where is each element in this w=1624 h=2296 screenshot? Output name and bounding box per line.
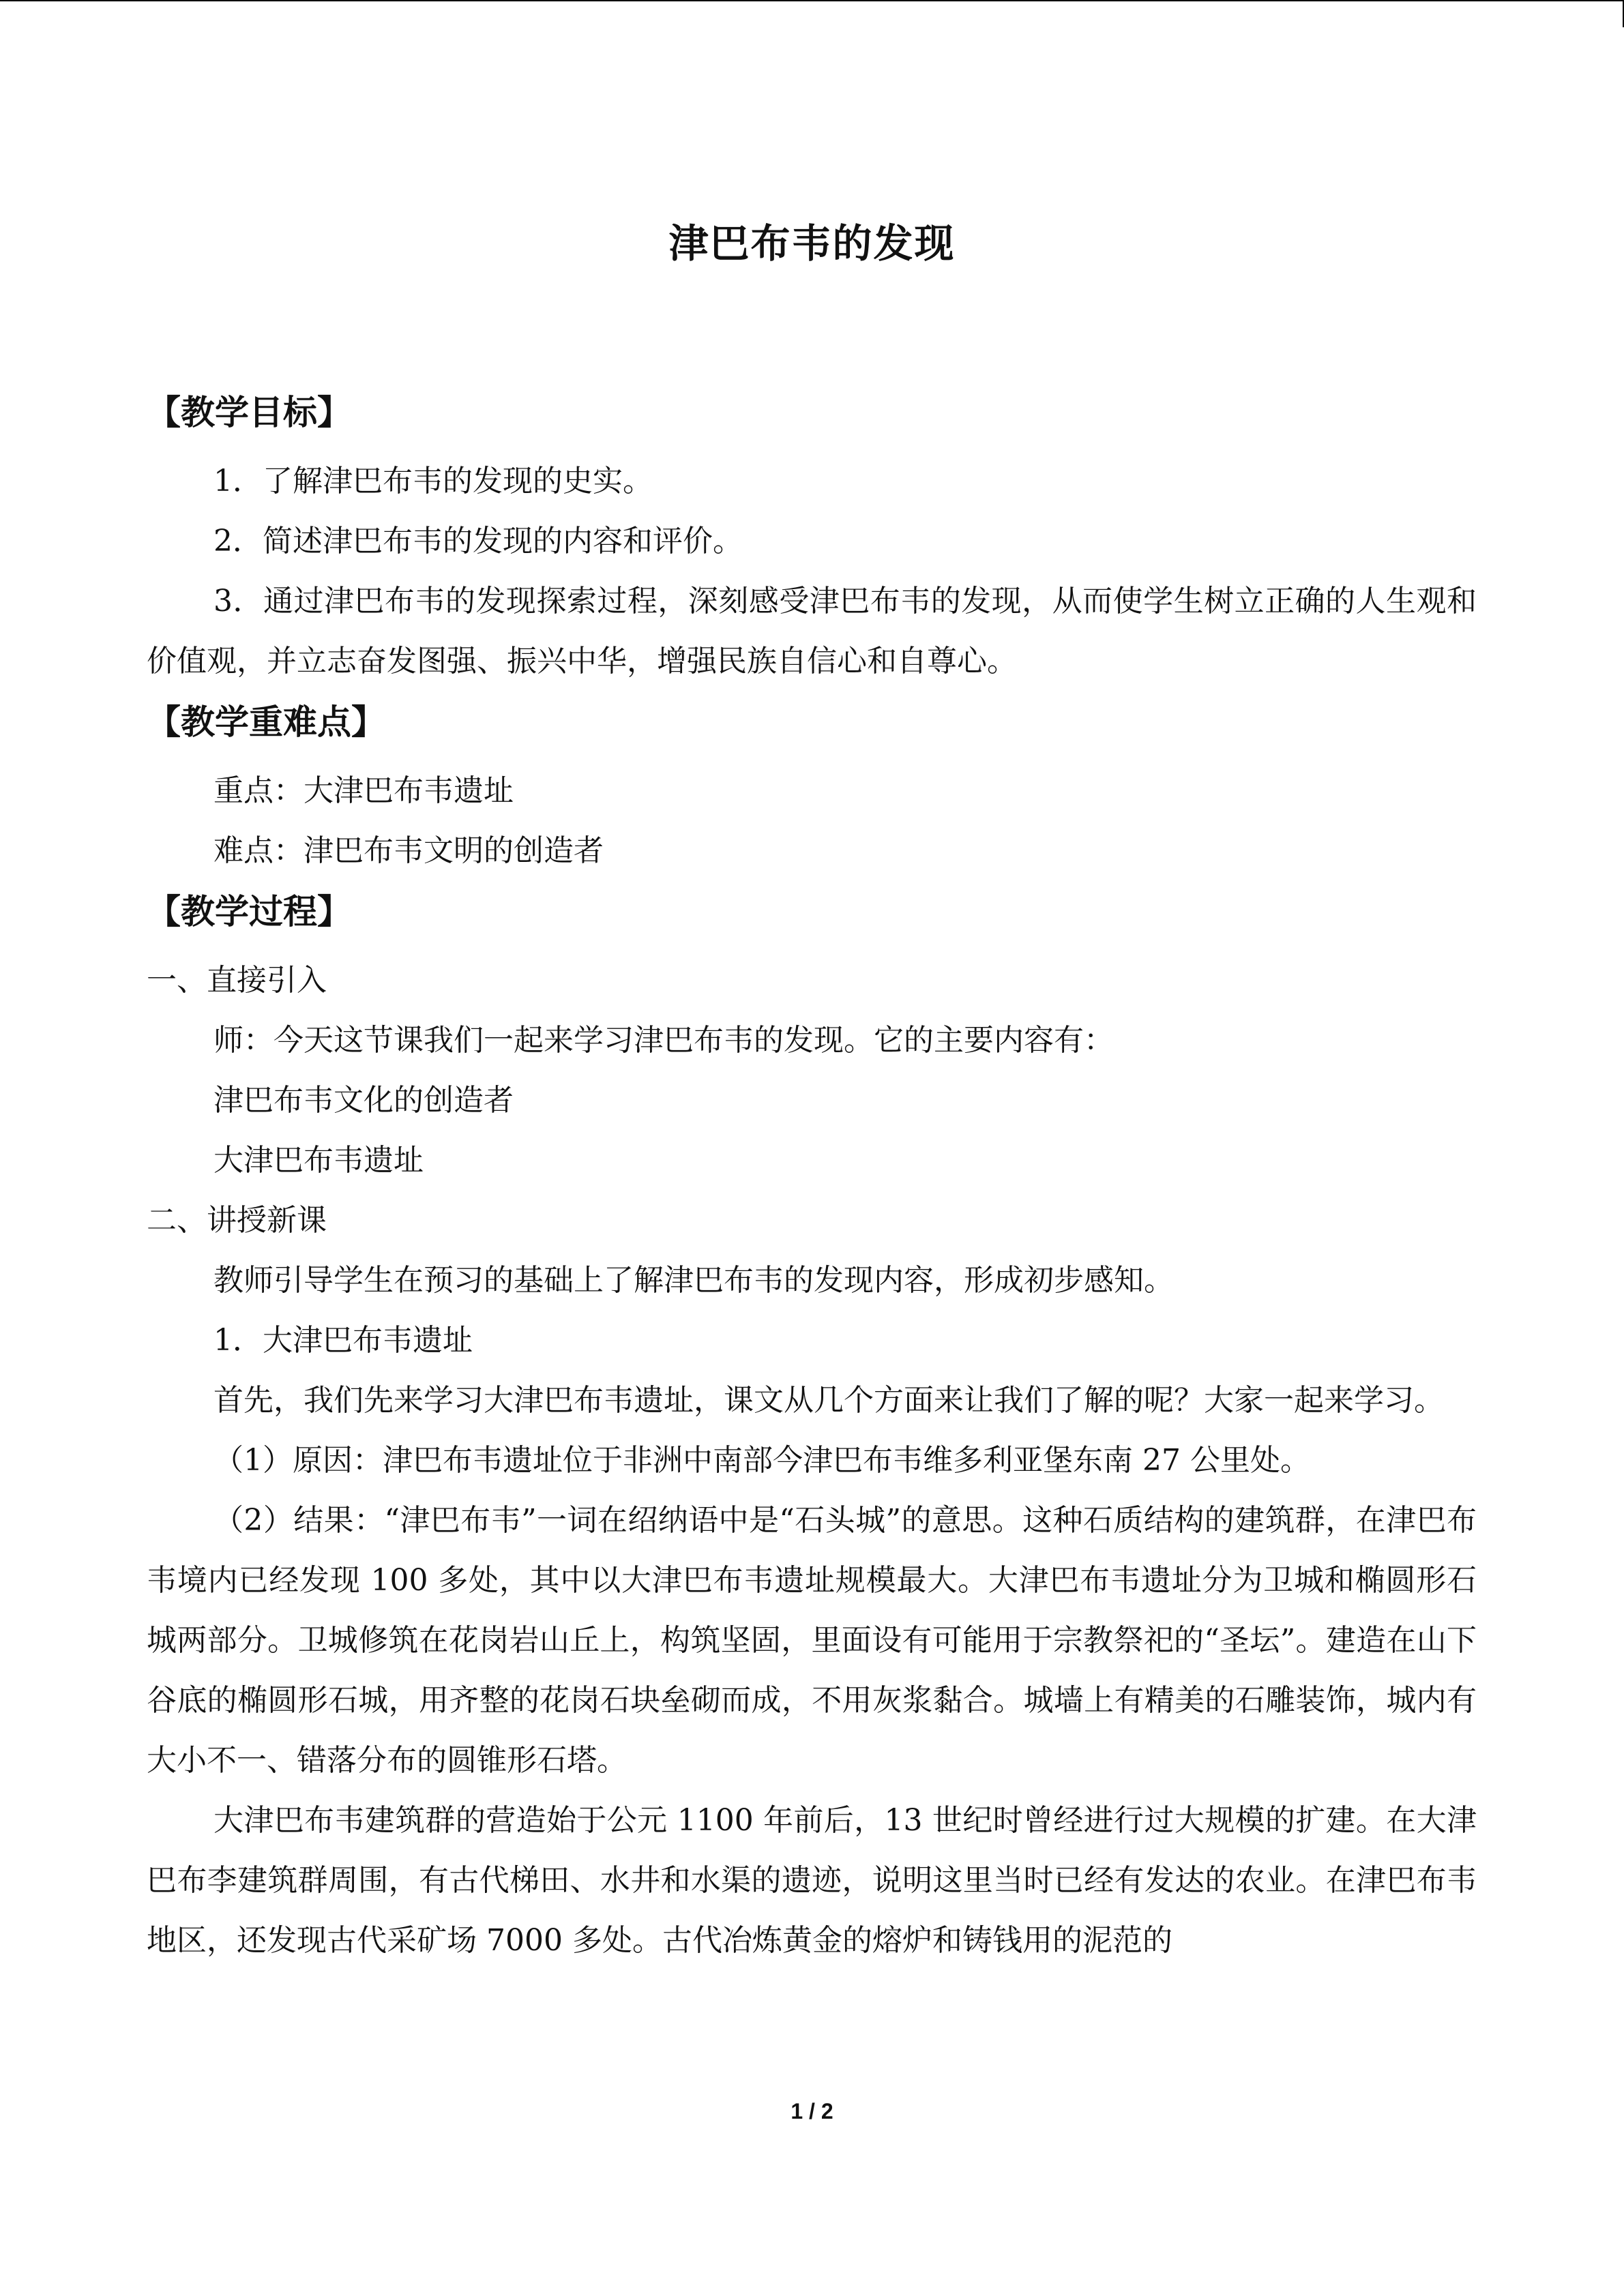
document-body bbox=[147, 382, 1477, 1971]
page-top-border bbox=[0, 0, 1624, 1]
section-heading-process: 【教学过程】 bbox=[147, 892, 351, 931]
process-subheading: 1．大津巴布韦遗址 bbox=[213, 1323, 473, 1358]
page-number: 1 / 2 bbox=[791, 2099, 833, 2123]
process-paragraph: （1）原因：津巴布韦遗址位于非洲中南部今津巴布韦维多利亚堡东南 27 公里处。 bbox=[213, 1443, 1310, 1478]
process-paragraph: 教师引导学生在预习的基础上了解津巴布韦的发现内容，形成初步感知。 bbox=[213, 1263, 1174, 1298]
process-paragraph: 大津巴布韦建筑群的营造始于公元 1100 年前后，13 世纪时曾经进行过大规模的扩建。在大津巴布李建筑群周围，有古代梯田、水井和水渠的遗迹，说明这里当时已经有发达的农业。在津巴布韦地区，还发现古代采矿场 7000 多处。古代冶炼黄金的熔炉和铸钱用的泥范的 bbox=[147, 1803, 1477, 1958]
process-step-heading: 二、讲授新课 bbox=[147, 1203, 327, 1238]
section-heading-key-points: 【教学重难点】 bbox=[147, 702, 385, 742]
difficult-point: 难点：津巴布韦文明的创造者 bbox=[213, 833, 604, 868]
process-paragraph: 首先，我们先来学习大津巴布韦遗址，课文从几个方面来让我们了解的呢？大家一起来学习。 bbox=[213, 1383, 1444, 1418]
objective-item: 3．通过津巴布韦的发现探索过程，深刻感受津巴布韦的发现，从而使学生树立正确的人生观和价值观，并立志奋发图强、振兴中华，增强民族自信心和自尊心。 bbox=[147, 584, 1477, 679]
objective-item: 1．了解津巴布韦的发现的史实。 bbox=[213, 464, 653, 498]
process-paragraph: 津巴布韦文化的创造者 bbox=[213, 1083, 514, 1118]
process-paragraph: 大津巴布韦遗址 bbox=[213, 1143, 424, 1178]
process-step-heading: 一、直接引入 bbox=[147, 963, 327, 998]
process-paragraph: 师：今天这节课我们一起来学习津巴布韦的发现。它的主要内容有： bbox=[213, 1023, 1114, 1058]
document-title: 津巴布韦的发现 bbox=[668, 220, 956, 267]
objective-item: 2．简述津巴布韦的发现的内容和评价。 bbox=[213, 524, 743, 558]
process-paragraph: （2）结果：“津巴布韦”一词在绍纳语中是“石头城”的意思。这种石质结构的建筑群，在津巴布韦境内已经发现 100 多处，其中以大津巴布韦遗址规模最大。大津巴布韦遗址分为卫城和椭圆形石城两部分。卫城修筑在花岗岩山丘上，构筑坚固，里面设有可能用于宗教祭祀的“圣坛”。建造在山下谷底的椭圆形石城，用齐整的花岗石块垒砌而成，不用灰浆黏合。城墙上有精美的石雕装饰，城内有大小不一、错落分布的圆锥形石塔。 bbox=[147, 1503, 1477, 1778]
section-heading-objectives: 【教学目标】 bbox=[147, 393, 351, 432]
key-point: 重点：大津巴布韦遗址 bbox=[213, 773, 514, 808]
